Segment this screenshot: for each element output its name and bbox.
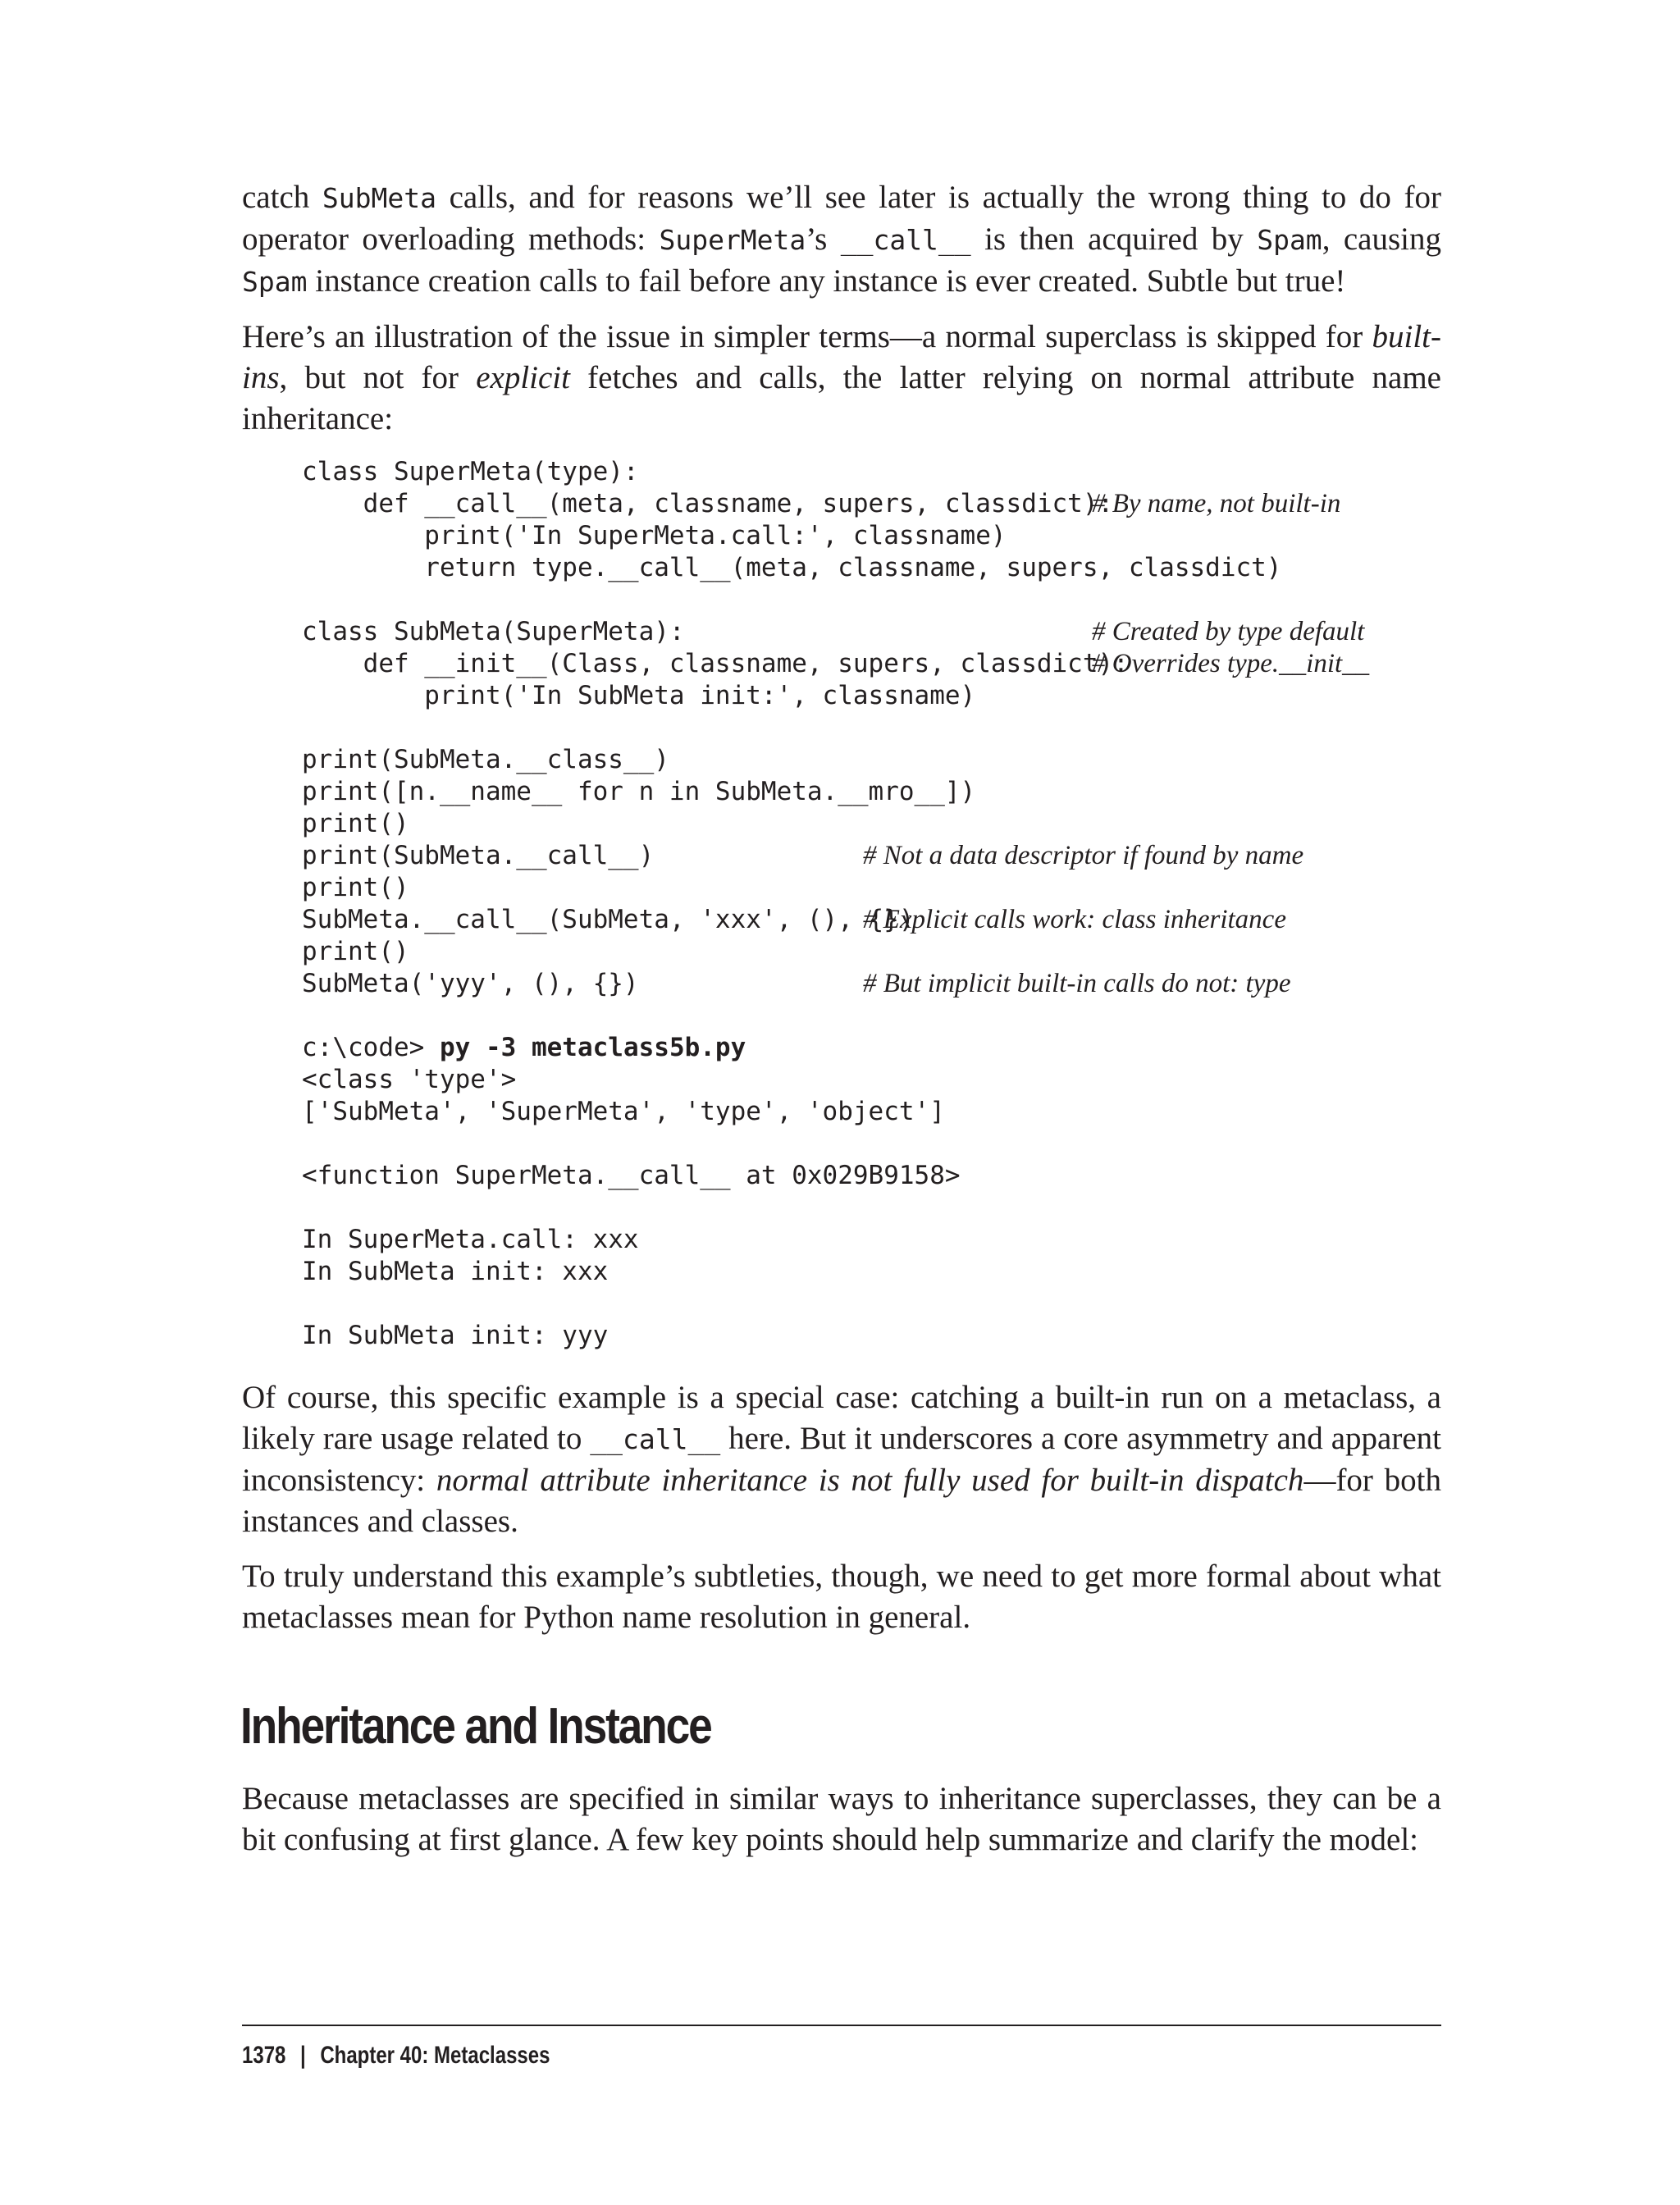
code-line [302,936,1450,968]
code-line [302,1192,1450,1224]
shell-command: py -3 metaclass5b.py [439,1033,746,1062]
page-footer [242,2039,550,2072]
code-line [302,712,1450,744]
code-line [302,616,1450,648]
code-line [302,968,1450,1000]
code-line [302,1096,1450,1128]
chapter-title: Chapter 40: Metaclasses [320,2042,550,2069]
paragraph-submeta-calls: catch SubMeta calls, and for reasons we’ll see later is actually the wrong thing to do for operator overloading methods: SuperMeta’s __call__ is then acquired by Spam, causing Spam instance creation calls to fail before any instance is ever created. Subtle but true! [242,180,1441,299]
inline-code: SubMeta [322,182,436,214]
footer-separator: | [300,2042,306,2069]
code-line [302,744,1450,776]
code-text: SubMeta.__call__(SubMeta, 'xxx', (), {}) [302,905,915,934]
paragraph-illustration: Here’s an illustration of the issue in simpler terms—a normal superclass is skipped for built-ins, but not for explicit fetches and calls, the latter relying on normal attribute name inheritance: [242,319,1441,436]
section-heading: Inheritance and Instance [240,1698,711,1755]
code-line [302,840,1450,872]
code-text: print() [302,937,409,966]
code-comment: # Overrides type.__init__ [1092,649,1370,678]
code-line [302,488,1450,520]
code-text: c:\code> [302,1033,440,1062]
code-text: print([n.__name__ for n in SubMeta.__mro__]) [302,777,976,806]
code-line [302,648,1450,680]
code-text: print('In SubMeta init:', classname) [302,681,976,710]
code-text: In SubMeta init: xxx [302,1257,609,1286]
code-text: class SubMeta(SuperMeta): [302,617,685,646]
code-text: def __init__(Class, classname, supers, classdict): [302,649,1129,678]
code-line [302,520,1450,552]
code-text: print() [302,809,409,838]
code-listing [302,456,1450,1352]
code-line [302,1256,1450,1288]
footer-divider [242,2025,1441,2026]
code-text: ['SubMeta', 'SuperMeta', 'type', 'object'] [302,1097,945,1126]
code-line [302,1288,1450,1320]
code-comment: # Explicit calls work: class inheritance [863,905,1286,934]
inline-code: Spam [1257,224,1322,256]
inline-code: __call__ [590,1423,721,1455]
code-text: return type.__call__(meta, classname, supers, classdict) [302,553,1282,582]
page-number: 1378 [242,2042,286,2069]
emphasis: normal attribute inheritance is not fully used for built-in dispatch [436,1463,1304,1498]
code-line [302,1128,1450,1160]
emphasis: built-ins [242,319,1441,395]
code-line [302,1224,1450,1256]
code-line [302,552,1450,584]
code-text: <function SuperMeta.__call__ at 0x029B9158> [302,1161,961,1190]
code-text: In SuperMeta.call: xxx [302,1225,639,1254]
code-text: print() [302,873,409,902]
code-line [302,904,1450,936]
inline-code: SuperMeta [659,224,806,256]
code-line [302,1064,1450,1096]
code-comment: # Not a data descriptor if found by name [863,841,1304,870]
code-line [302,776,1450,808]
code-text: <class 'type'> [302,1065,517,1094]
code-text: def __call__(meta, classname, supers, classdict): [302,489,1114,518]
paragraph-metaclasses: Because metaclasses are specified in similar ways to inheritance superclasses, they can be a bit confusing at first glance. A few key points should help summarize and clarify the model: [242,1781,1441,1857]
inline-code: __call__ [840,224,971,256]
paragraph-special-case: Of course, this specific example is a special case: catching a built-in run on a metaclass, a likely rare usage related to __call__ here. But it underscores a core asymmetry and apparent inconsistency: normal attribute inheritance is not fully used for built-in dispatch—for both instances and classes. [242,1380,1441,1539]
code-line [302,456,1450,488]
code-line [302,1320,1450,1352]
code-comment: # Created by type default [1092,617,1365,646]
code-comment: # But implicit built-in calls do not: type [863,969,1291,998]
code-text: print(SubMeta.__call__) [302,841,655,870]
code-text: SubMeta('yyy', (), {}) [302,969,639,998]
code-line [302,1000,1450,1032]
code-line [302,1032,1450,1064]
code-text: print('In SuperMeta.call:', classname) [302,521,1007,550]
code-line [302,808,1450,840]
paragraph-understand: To truly understand this example’s subtleties, though, we need to get more formal about what metaclasses mean for Python name resolution in general. [242,1559,1441,1635]
code-line [302,1160,1450,1192]
inline-code: Spam [242,266,308,298]
code-line [302,680,1450,712]
code-line [302,584,1450,616]
code-text: print(SubMeta.__class__) [302,745,669,774]
code-text: In SubMeta init: yyy [302,1321,609,1350]
code-text: class SuperMeta(type): [302,457,639,486]
code-line [302,872,1450,904]
emphasis: explicit [476,360,570,395]
code-comment: # By name, not built-in [1092,489,1341,518]
